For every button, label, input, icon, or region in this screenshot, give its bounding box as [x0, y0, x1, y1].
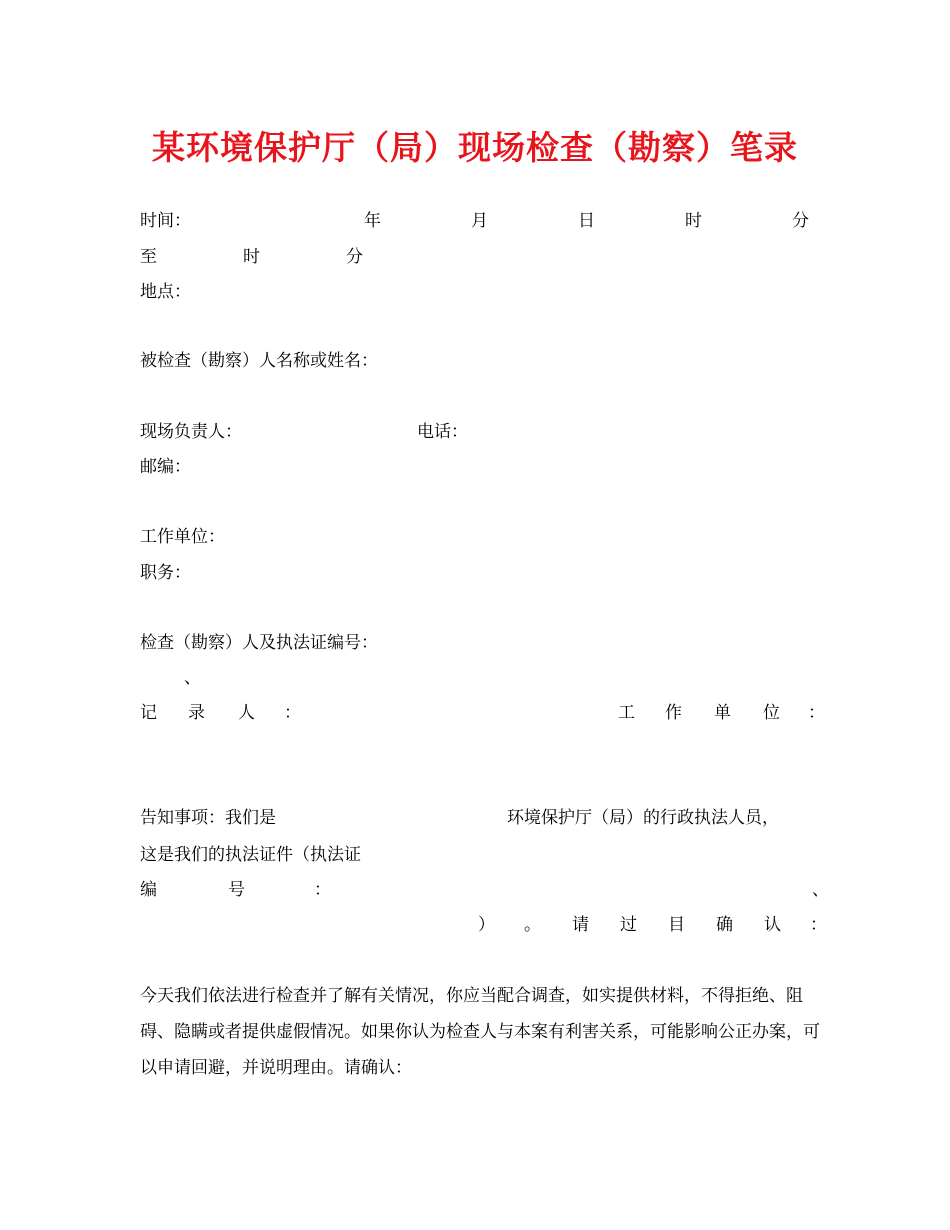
location-label: 地点： [140, 282, 191, 302]
serial-end-separator: 、 [812, 880, 829, 900]
day-label: 日 [578, 211, 595, 231]
document-title: 某环境保护厅（局）现场检查（勘察）笔录 [152, 128, 798, 167]
site-manager-label: 现场负责人： [140, 422, 242, 442]
confirm-colon: ： [810, 915, 827, 935]
notice-paragraph: 今天我们依法进行检查并了解有关情况，你应当配合调查，如实提供材料，不得拒绝、阻碍、隐瞒或者提供虚假情况。如果你认为检查人与本案有利害关系，可能影响公正办案，可以申请回避，并说明理由。请确认： [140, 986, 820, 1078]
notice-line2: 这是我们的执法证件（执法证 [140, 845, 361, 865]
recorder-char-1: 记 [140, 703, 157, 723]
postcode-label: 邮编： [140, 457, 191, 477]
serial-char-2: 号 [228, 880, 245, 900]
year-label: 年 [364, 211, 381, 231]
unit-char-1: 工 [618, 703, 635, 723]
unit-colon: ： [808, 703, 825, 723]
recorder-char-2: 录 [188, 703, 205, 723]
serial-char-1: 编 [140, 880, 157, 900]
confirm-char-1: ） [478, 915, 495, 935]
confirm-char-4: 过 [620, 915, 637, 935]
unit-char-2: 作 [665, 703, 682, 723]
confirm-char-6: 确 [716, 915, 733, 935]
confirm-char-5: 目 [668, 915, 685, 935]
month-label: 月 [471, 211, 488, 231]
minute-label: 分 [792, 211, 809, 231]
recorder-colon: ： [284, 703, 301, 723]
unit-char-3: 单 [714, 703, 731, 723]
hour-label: 时 [685, 211, 702, 231]
confirm-char-7: 认 [764, 915, 781, 935]
inspector-label: 检查（勘察）人及执法证编号： [140, 633, 378, 653]
notice-line1-right: 环境保护厅（局）的行政执法人员， [507, 808, 779, 828]
confirm-char-2: 。 [524, 915, 541, 935]
to-label: 至 [140, 247, 157, 267]
serial-colon: ： [314, 880, 331, 900]
notice-line1-left: 告知事项：我们是 [140, 808, 276, 828]
unit-char-4: 位 [763, 703, 780, 723]
position-label: 职务： [140, 563, 191, 583]
confirm-char-3: 请 [572, 915, 589, 935]
time-label: 时间： [140, 211, 191, 231]
phone-label: 电话： [417, 422, 468, 442]
end-hour-label: 时 [243, 247, 260, 267]
end-minute-label: 分 [346, 247, 363, 267]
work-unit-label: 工作单位： [140, 527, 225, 547]
inspected-party-label: 被检查（勘察）人名称或姓名： [140, 351, 378, 371]
recorder-char-3: 人 [238, 703, 255, 723]
inspector-separator: 、 [184, 668, 201, 688]
